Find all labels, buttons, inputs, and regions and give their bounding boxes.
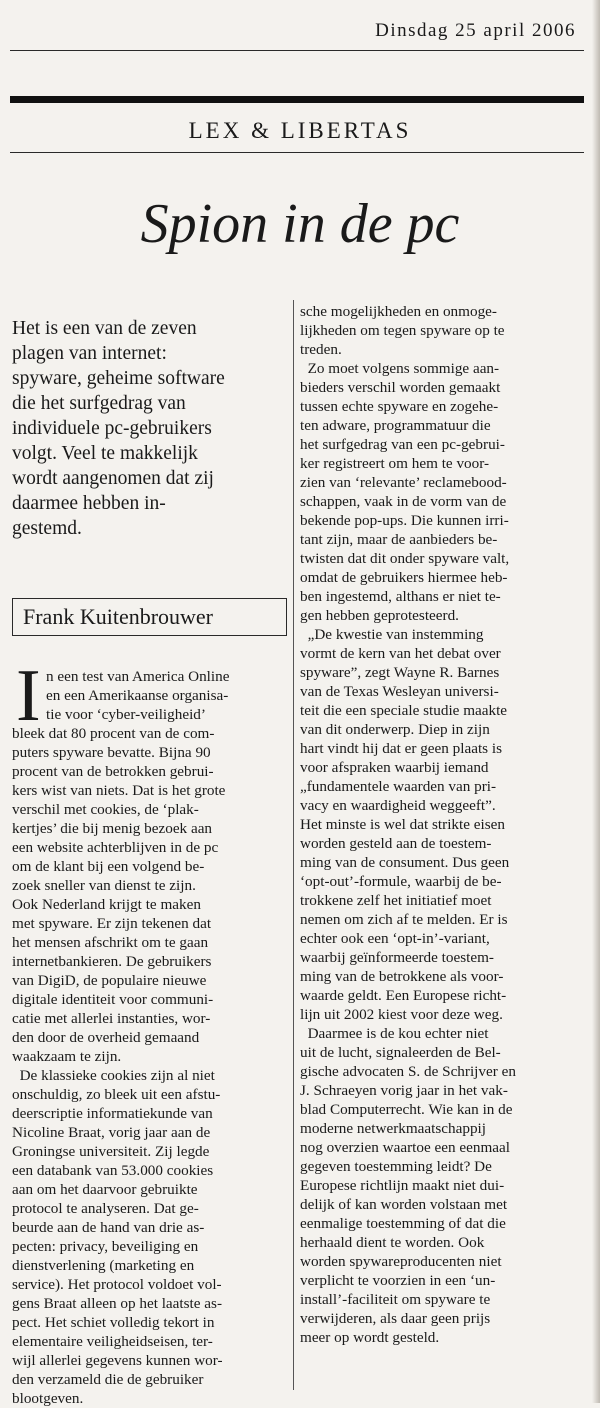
- section-title: LEX & LIBERTAS: [188, 118, 412, 143]
- article-line: elementaire veiligheidseisen, ter-: [12, 1333, 213, 1350]
- article-line: trokkene zelf het initiatief moet: [300, 892, 492, 909]
- article-line: waakzaam te zijn.: [12, 1048, 122, 1065]
- article-line: digitale identiteit voor communi-: [12, 991, 214, 1008]
- section-rule-bottom: [10, 152, 584, 153]
- article-line: blad Computerrecht. Wie kan in de: [300, 1101, 513, 1118]
- article-line: delijk of kan worden volstaan met: [300, 1196, 508, 1213]
- headline: Spion in de pc: [140, 193, 460, 255]
- author-byline: Frank Kuitenbrouwer: [12, 598, 287, 636]
- article-line: n een test van America Online: [46, 668, 230, 685]
- article-line: onschuldig, zo bleek uit een afstu-: [12, 1086, 221, 1103]
- article-line: treden.: [300, 341, 342, 358]
- intro-line: wordt aangenomen dat zij: [12, 468, 214, 489]
- article-line: zoek sneller van dienst te zijn.: [12, 877, 196, 894]
- article-line: Nicoline Braat, vorig jaar aan de: [12, 1124, 211, 1141]
- intro-line: daarmee hebben in-: [12, 493, 166, 514]
- article-line: lijn uit 2002 kiest voor deze weg.: [300, 1006, 503, 1023]
- article-line: een website achterblijven in de pc: [12, 839, 219, 856]
- intro-line: individuele pc-gebruikers: [12, 418, 212, 439]
- article-line: pect. Het schiet volledig tekort in: [12, 1314, 215, 1331]
- drop-cap: I: [16, 655, 41, 737]
- article-line: spyware”, zegt Wayne R. Barnes: [300, 664, 500, 681]
- intro-line: Het is een van de zeven: [12, 318, 197, 339]
- article-line: ming van de betrokkene als voor-: [300, 968, 504, 985]
- article-line: moderne netwerkmaatschappij: [300, 1120, 486, 1137]
- article-line: tussen echte spyware en zogehe-: [300, 398, 499, 415]
- intro-line: die het surfgedrag van: [12, 393, 186, 414]
- article-line: puters spyware bevatte. Bijna 90: [12, 744, 211, 761]
- article-line: van de Texas Wesleyan universi-: [300, 683, 499, 700]
- article-line: uit de lucht, signaleerden de Bel-: [300, 1044, 501, 1061]
- article-line: eenmalige toestemming of dat die: [300, 1215, 506, 1232]
- article-line: voor afspraken waarbij iemand: [300, 759, 489, 776]
- article-line: lijkheden om tegen spyware op te: [300, 322, 505, 339]
- article-line: en een Amerikaanse organisa-: [46, 687, 229, 704]
- article-line: protocol te analyseren. Dat ge-: [12, 1200, 199, 1217]
- header-rule: [10, 50, 584, 51]
- article-line: kers wist van niets. Dat is het grote: [12, 782, 226, 799]
- article-line: ben ingestemd, althans er niet te-: [300, 588, 501, 605]
- article-line: ker registreert om hem te voor-: [300, 455, 490, 472]
- dateline: Dinsdag 25 april 2006: [375, 20, 576, 41]
- article-line: gische advocaten S. de Schrijver en: [300, 1063, 516, 1080]
- article-line: De klassieke cookies zijn al niet: [12, 1067, 215, 1084]
- article-line: Groningse universiteit. Zij legde: [12, 1143, 210, 1160]
- article-line: van dit onderwerp. Diep in zijn: [300, 721, 490, 738]
- intro-lead: [12, 316, 287, 541]
- article-line: nog overzien waartoe een eenmaal: [300, 1139, 510, 1156]
- article-line: Het minste is wel dat strikte eisen: [300, 816, 505, 833]
- article-line: gens Braat alleen op het laatste as-: [12, 1295, 223, 1312]
- article-line: om de klant bij een volgend be-: [12, 858, 205, 875]
- article-line: verwijderen, als daar geen prijs: [300, 1310, 491, 1327]
- article-line: bieders verschil worden gemaakt: [300, 379, 501, 396]
- article-line: omdat de gebruikers hiermee heb-: [300, 569, 508, 586]
- article-line: vacy en waardigheid weggeeft”.: [300, 797, 496, 814]
- article-line: pecten: privacy, beveiliging en: [12, 1238, 199, 1255]
- article-line: bleek dat 80 procent van de com-: [12, 725, 215, 742]
- article-line: internetbankieren. De gebruikers: [12, 953, 212, 970]
- article-line: Daarmee is de kou echter niet: [300, 1025, 489, 1042]
- article-line: zien van ‘relevante’ reclamebood-: [300, 474, 507, 491]
- intro-line: plagen van internet:: [12, 343, 167, 364]
- article-line: sche mogelijkheden en onmoge-: [300, 303, 497, 320]
- article-line: het surfgedrag van een pc-gebrui-: [300, 436, 505, 453]
- article-line: catie met allerlei instanties, wor-: [12, 1010, 211, 1027]
- article-line: een databank van 53.000 cookies: [12, 1162, 214, 1179]
- article-line: service). Het protocol voldoet vol-: [12, 1276, 222, 1293]
- article-column-right: [300, 302, 592, 1347]
- article-line: J. Schraeyen vorig jaar in het vak-: [300, 1082, 508, 1099]
- article-line: verplicht te voorzien in een ‘un-: [300, 1272, 496, 1289]
- column-divider: [293, 300, 294, 1390]
- article-line: den verzameld die de gebruiker: [12, 1371, 204, 1388]
- article-line: Ook Nederland krijgt te maken: [12, 896, 201, 913]
- article-line: „De kwestie van instemming: [300, 626, 484, 643]
- article-line: kertjes’ die bij menig bezoek aan: [12, 820, 213, 837]
- article-line: ming van de consument. Dus geen: [300, 854, 510, 871]
- article-line: ‘opt-out’-formule, waarbij de be-: [300, 873, 502, 890]
- article-line: van DigiD, de populaire nieuwe: [12, 972, 207, 989]
- article-line: gegeven toestemming leidt? De: [300, 1158, 492, 1175]
- article-line: „fundamentele waarden van pri-: [300, 778, 497, 795]
- article-line: tie voor ‘cyber-veiligheid’: [46, 706, 206, 723]
- article-line: blootgeven.: [12, 1390, 84, 1407]
- article-line: den door de overheid gemaand: [12, 1029, 200, 1046]
- article-line: worden spywareproducenten niet: [300, 1253, 502, 1270]
- article-line: deerscriptie informatiekunde van: [12, 1105, 213, 1122]
- article-line: gen hebben geprotesteerd.: [300, 607, 459, 624]
- article-line: aan om het daarvoor gebruikte: [12, 1181, 198, 1198]
- article-line: procent van de betrokken gebrui-: [12, 763, 214, 780]
- article-line: wijl allerlei gegevens kunnen wor-: [12, 1352, 223, 1369]
- article-line: schappen, vaak in de vorm van de: [300, 493, 507, 510]
- intro-line: spyware, geheime software: [12, 368, 225, 389]
- article-line: ten adware, programmatuur die: [300, 417, 491, 434]
- article-line: dienstverlening (marketing en: [12, 1257, 195, 1274]
- article-line: verschil met cookies, de ‘plak-: [12, 801, 199, 818]
- article-line: vormt de kern van het debat over: [300, 645, 501, 662]
- article-line: beurde aan de hand van drie as-: [12, 1219, 205, 1236]
- article-line: waarde geldt. Een Europese richt-: [300, 987, 507, 1004]
- article-line: het mensen afschrikt om te gaan: [12, 934, 209, 951]
- article-line: worden gesteld aan de toestem-: [300, 835, 492, 852]
- article-line: hart vindt hij dat er geen plaats is: [300, 740, 503, 757]
- article-line: teit die een speciale studie maakte: [300, 702, 508, 719]
- section-rule-top: [10, 96, 584, 103]
- intro-line: gestemd.: [12, 518, 82, 539]
- article-line: meer op wordt gesteld.: [300, 1329, 440, 1346]
- article-line: nemen om zich af te melden. Er is: [300, 911, 508, 928]
- article-line: tant zijn, maar de aanbieders be-: [300, 531, 498, 548]
- article-line: met spyware. Er zijn tekenen dat: [12, 915, 212, 932]
- article-line: Zo moet volgens sommige aan-: [300, 360, 500, 377]
- article-line: herhaald dient te worden. Ook: [300, 1234, 485, 1251]
- intro-line: volgt. Veel te makkelijk: [12, 443, 198, 464]
- article-line: waarbij geïnformeerde toestem-: [300, 949, 494, 966]
- article-line: twisten dat dit onder spyware valt,: [300, 550, 510, 567]
- article-line: Europese richtlijn maakt niet dui-: [300, 1177, 505, 1194]
- article-line: bekende pop-ups. Die kunnen irri-: [300, 512, 509, 529]
- article-line: echter ook een ‘opt-in’-variant,: [300, 930, 490, 947]
- article-line: install’-faciliteit om spyware te: [300, 1291, 491, 1308]
- article-column-left: [12, 667, 290, 1408]
